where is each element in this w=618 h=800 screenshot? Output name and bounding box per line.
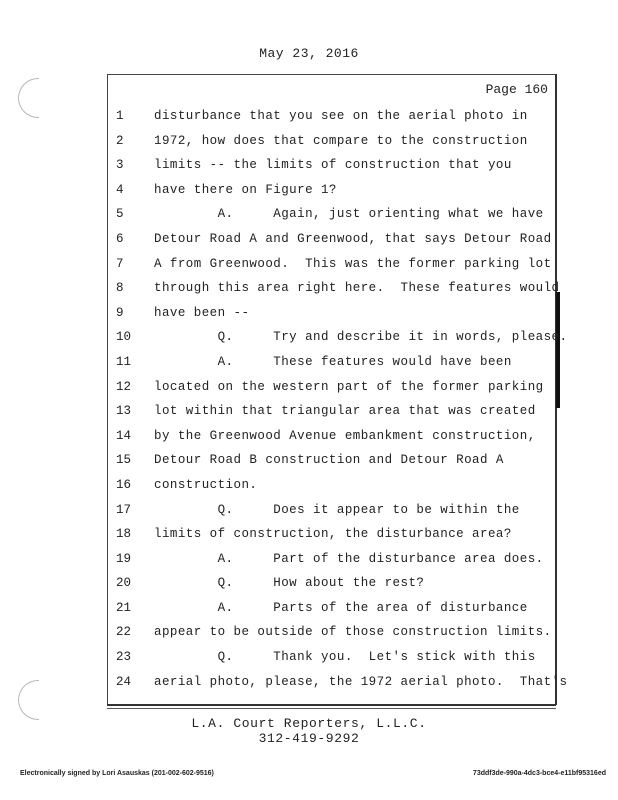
transcript-line bbox=[0, 448, 618, 473]
line-text: aerial photo, please, the 1972 aerial photo. That's bbox=[154, 674, 568, 689]
transcript-line bbox=[0, 301, 618, 326]
line-number: 7 bbox=[116, 256, 124, 271]
transcript-line bbox=[0, 547, 618, 572]
court-reporter-phone: 312-419-9292 bbox=[258, 731, 360, 746]
transcript-line bbox=[0, 522, 618, 547]
line-text: Q. Try and describe it in words, please. bbox=[154, 330, 568, 345]
line-text: have been -- bbox=[154, 305, 250, 320]
line-number: 14 bbox=[116, 428, 132, 443]
transcript-line bbox=[0, 178, 618, 203]
line-number: 21 bbox=[116, 600, 132, 615]
line-text: lot within that triangular area that was created bbox=[154, 404, 536, 419]
transcript-line bbox=[0, 399, 618, 424]
transcript-line bbox=[0, 325, 618, 350]
line-text: 1972, how does that compare to the construction bbox=[154, 133, 528, 148]
transcript-date: May 23, 2016 bbox=[259, 46, 359, 61]
line-number: 23 bbox=[116, 650, 132, 665]
line-number: 13 bbox=[116, 404, 132, 419]
line-number: 10 bbox=[116, 330, 132, 345]
line-text: A from Greenwood. This was the former parking lot bbox=[154, 256, 552, 271]
transcript-line bbox=[0, 670, 618, 695]
transcript-line bbox=[0, 620, 618, 645]
transcript-line bbox=[0, 276, 618, 301]
line-number: 9 bbox=[116, 305, 124, 320]
transcript-line bbox=[0, 375, 618, 400]
line-number: 11 bbox=[116, 354, 132, 369]
line-text: A. These features would have been bbox=[154, 354, 512, 369]
line-text: Detour Road B construction and Detour Road A bbox=[154, 453, 504, 468]
transcript-line bbox=[0, 498, 618, 523]
line-text: appear to be outside of those construction limits. bbox=[154, 625, 552, 640]
line-text: A. Again, just orienting what we have bbox=[154, 207, 544, 222]
line-text: Q. How about the rest? bbox=[154, 576, 425, 591]
line-number: 17 bbox=[116, 502, 132, 517]
line-text: A. Parts of the area of disturbance bbox=[154, 600, 528, 615]
transcript-line bbox=[0, 596, 618, 621]
line-text: disturbance that you see on the aerial photo in bbox=[154, 109, 528, 123]
transcript-line bbox=[0, 473, 618, 498]
transcript-lines bbox=[0, 104, 618, 694]
transcript-line bbox=[0, 202, 618, 227]
transcript-line bbox=[0, 227, 618, 252]
line-number: 22 bbox=[116, 625, 132, 640]
transcript-line bbox=[0, 424, 618, 449]
line-number: 6 bbox=[116, 231, 124, 246]
line-number: 24 bbox=[116, 674, 132, 689]
line-text: construction. bbox=[154, 477, 258, 492]
line-text: have there on Figure 1? bbox=[154, 182, 337, 197]
line-text: A. Part of the disturbance area does. bbox=[154, 551, 544, 566]
line-number: 2 bbox=[116, 133, 124, 148]
line-number: 19 bbox=[116, 551, 132, 566]
line-number: 20 bbox=[116, 576, 132, 591]
line-text: through this area right here. These features would bbox=[154, 281, 560, 296]
line-number: 16 bbox=[116, 477, 132, 492]
transcript-line bbox=[0, 129, 618, 154]
line-number: 4 bbox=[116, 182, 124, 197]
line-number: 1 bbox=[116, 109, 124, 123]
line-text: limits -- the limits of construction that you bbox=[154, 158, 512, 173]
line-number: 5 bbox=[116, 207, 124, 222]
frame-bottom-rule-thin bbox=[107, 708, 556, 709]
court-reporter-name: L.A. Court Reporters, L.L.C. bbox=[191, 716, 427, 731]
frame-bottom-rule bbox=[107, 704, 556, 706]
transcript-line bbox=[0, 350, 618, 375]
page-number: Page 160 bbox=[485, 82, 548, 97]
line-text: Q. Thank you. Let's stick with this bbox=[154, 650, 536, 665]
line-text: limits of construction, the disturbance area? bbox=[154, 527, 512, 542]
line-number: 15 bbox=[116, 453, 132, 468]
electronic-signature: Electronically signed by Lori Asauskas (201-002-602-9516) bbox=[20, 770, 214, 777]
line-text: Q. Does it appear to be within the bbox=[154, 502, 520, 517]
line-number: 3 bbox=[116, 158, 124, 173]
transcript-line bbox=[0, 571, 618, 596]
transcript-line bbox=[0, 645, 618, 670]
line-number: 8 bbox=[116, 281, 124, 296]
transcript-line bbox=[0, 104, 618, 129]
transcript-line bbox=[0, 252, 618, 277]
line-text: located on the western part of the former parking bbox=[154, 379, 544, 394]
transcript-line bbox=[0, 153, 618, 178]
document-id: 73ddf3de-990a-4dc3-bce4-e11bf95316ed bbox=[472, 770, 606, 777]
line-text: Detour Road A and Greenwood, that says Detour Road bbox=[154, 231, 552, 246]
line-number: 12 bbox=[116, 379, 132, 394]
line-text: by the Greenwood Avenue embankment construction, bbox=[154, 428, 536, 443]
line-number: 18 bbox=[116, 527, 132, 542]
